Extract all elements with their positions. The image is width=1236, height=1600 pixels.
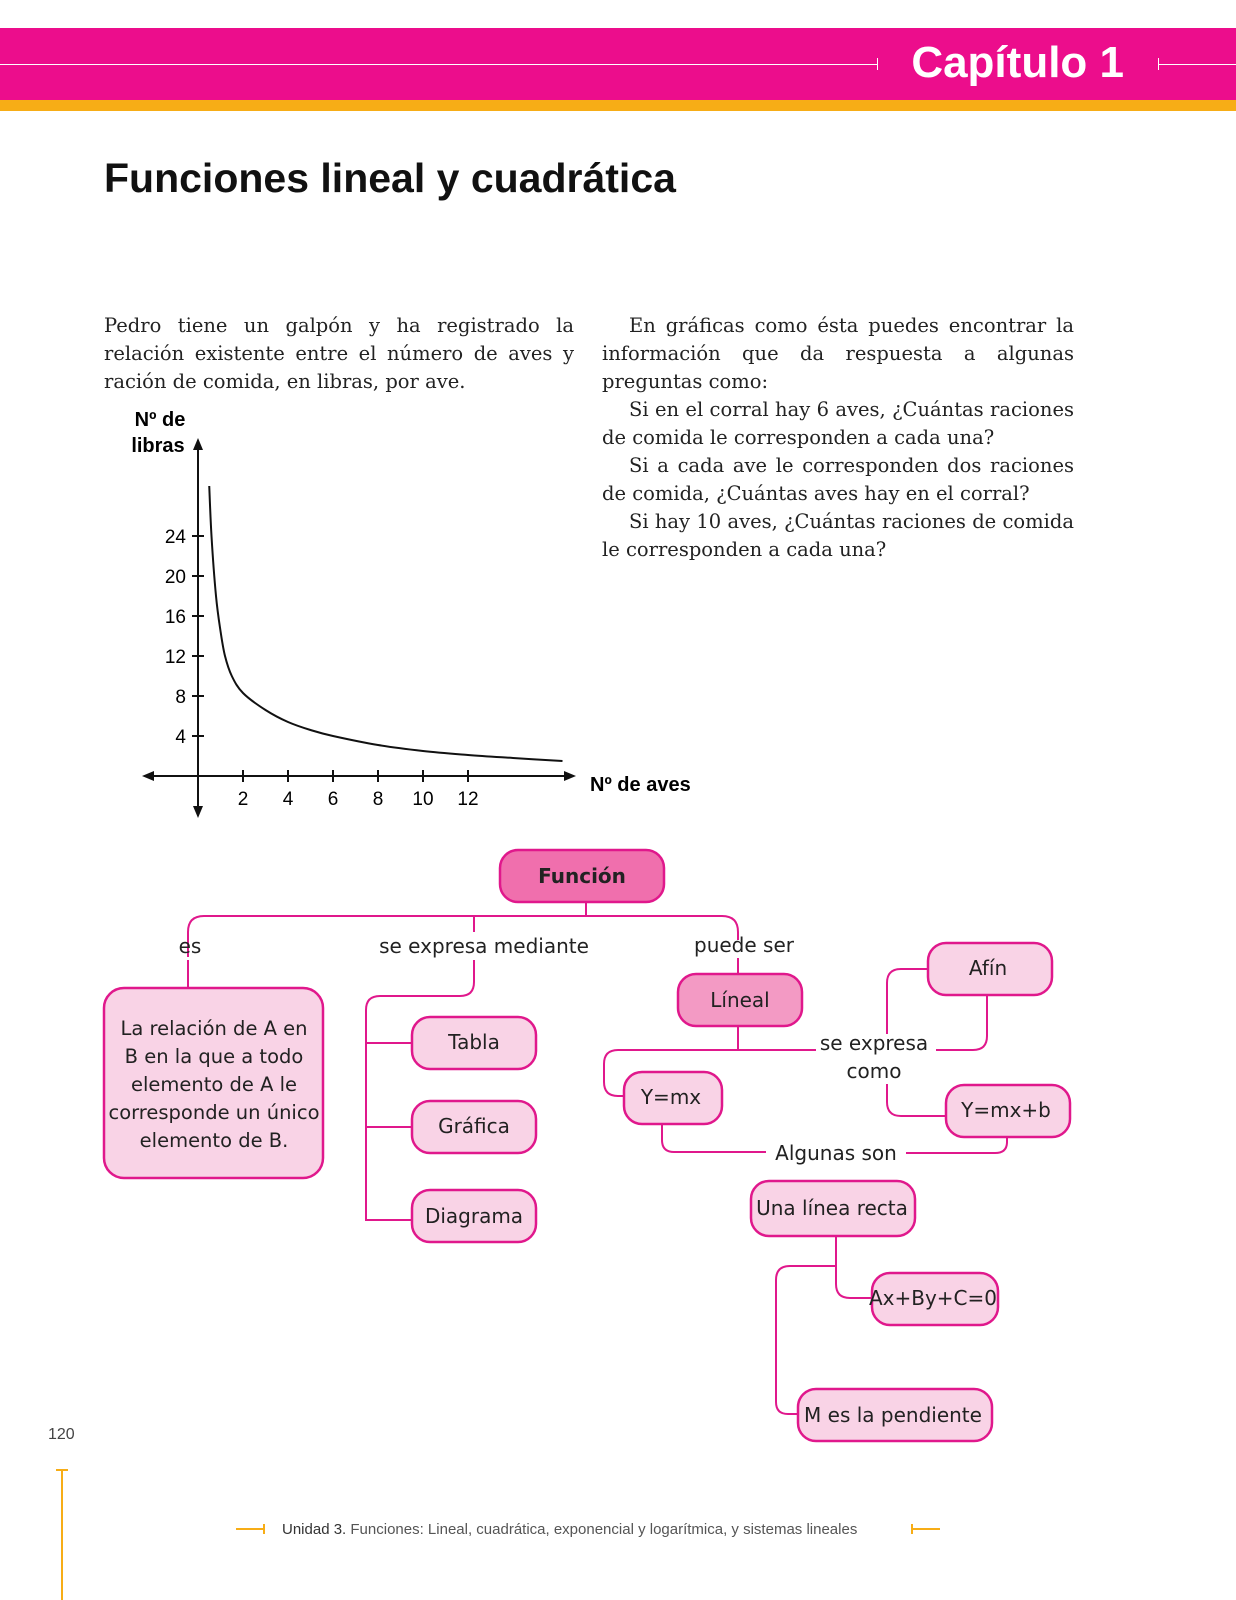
x-axis-label: Nº de aves bbox=[590, 774, 691, 796]
page-number: 120 bbox=[48, 1426, 75, 1443]
link-se-expresa: se expresa bbox=[819, 1031, 929, 1055]
afin-label: Afín bbox=[968, 956, 1008, 980]
question-1: Si en el corral hay 6 aves, ¿Cuántas raciones de comida le corresponden a cada una? bbox=[602, 398, 1074, 449]
definition-line-4: corresponde un único bbox=[108, 1101, 320, 1124]
lineal-label: Líneal bbox=[710, 988, 770, 1012]
y-axis-label-2: libras bbox=[131, 435, 185, 457]
footer-title: Funciones: Lineal, cuadrática, exponencial y logarítmica, y sistemas lineales bbox=[350, 1521, 858, 1538]
ymx-label: Y=mx bbox=[640, 1085, 702, 1109]
y-axis-label-1: Nº de bbox=[134, 409, 186, 431]
link-algunas-son: Algunas son bbox=[775, 1141, 897, 1165]
intro-right-lead: En gráficas como ésta puedes encontrar la información que da respuesta a algunas preguntas como: bbox=[602, 314, 1074, 393]
y-tick-label: 20 bbox=[164, 567, 186, 588]
x-tick-label: 4 bbox=[282, 789, 294, 810]
definition-line-2: B en la que a todo bbox=[124, 1045, 304, 1068]
pendiente-label: M es la pendiente bbox=[804, 1403, 982, 1427]
x-tick-label: 10 bbox=[412, 789, 434, 810]
linea-recta-label: Una línea recta bbox=[756, 1196, 908, 1220]
footer-text bbox=[282, 1521, 857, 1538]
definition-line-3: elemento de A le bbox=[130, 1073, 298, 1096]
x-tick-label: 2 bbox=[237, 789, 249, 810]
ymxb-label: Y=mx+b bbox=[961, 1098, 1051, 1122]
y-tick-label: 16 bbox=[164, 607, 186, 628]
y-tick-label: 4 bbox=[175, 727, 186, 748]
question-2: Si a cada ave le corresponden dos raciones de comida, ¿Cuántas aves hay en el corral? bbox=[602, 454, 1074, 505]
x-tick-label: 12 bbox=[457, 789, 479, 810]
link-es: es bbox=[178, 934, 202, 958]
intro-left-text: Pedro tiene un galpón y ha registrado la relación existente entre el número de aves y ración de comida, en libras, por ave. bbox=[104, 314, 574, 393]
chapter-label: Capítulo 1 bbox=[911, 38, 1124, 87]
diagrama-label: Diagrama bbox=[424, 1204, 524, 1228]
grafica-label: Gráfica bbox=[438, 1114, 510, 1138]
page-title: Funciones lineal y cuadrática bbox=[104, 155, 676, 201]
definition-line-5: elemento de B. bbox=[139, 1129, 289, 1152]
tabla-label: Tabla bbox=[448, 1030, 500, 1054]
question-3: Si hay 10 aves, ¿Cuántas raciones de comida le corresponden a cada una? bbox=[602, 510, 1074, 561]
general-label: Ax+By+C=0 bbox=[868, 1286, 998, 1310]
root-label: Función bbox=[538, 864, 626, 888]
link-puede-ser: puede ser bbox=[694, 933, 794, 957]
footer-unit: Unidad 3. bbox=[282, 1521, 347, 1538]
link-como: como bbox=[846, 1059, 902, 1083]
y-tick-label: 8 bbox=[175, 687, 186, 708]
definition-line-1: La relación de A en bbox=[120, 1017, 308, 1040]
y-tick-label: 24 bbox=[164, 527, 186, 548]
x-tick-label: 8 bbox=[372, 789, 384, 810]
link-se-expresa-mediante: se expresa mediante bbox=[379, 934, 589, 958]
x-tick-label: 6 bbox=[327, 789, 339, 810]
y-tick-label: 12 bbox=[164, 647, 186, 668]
